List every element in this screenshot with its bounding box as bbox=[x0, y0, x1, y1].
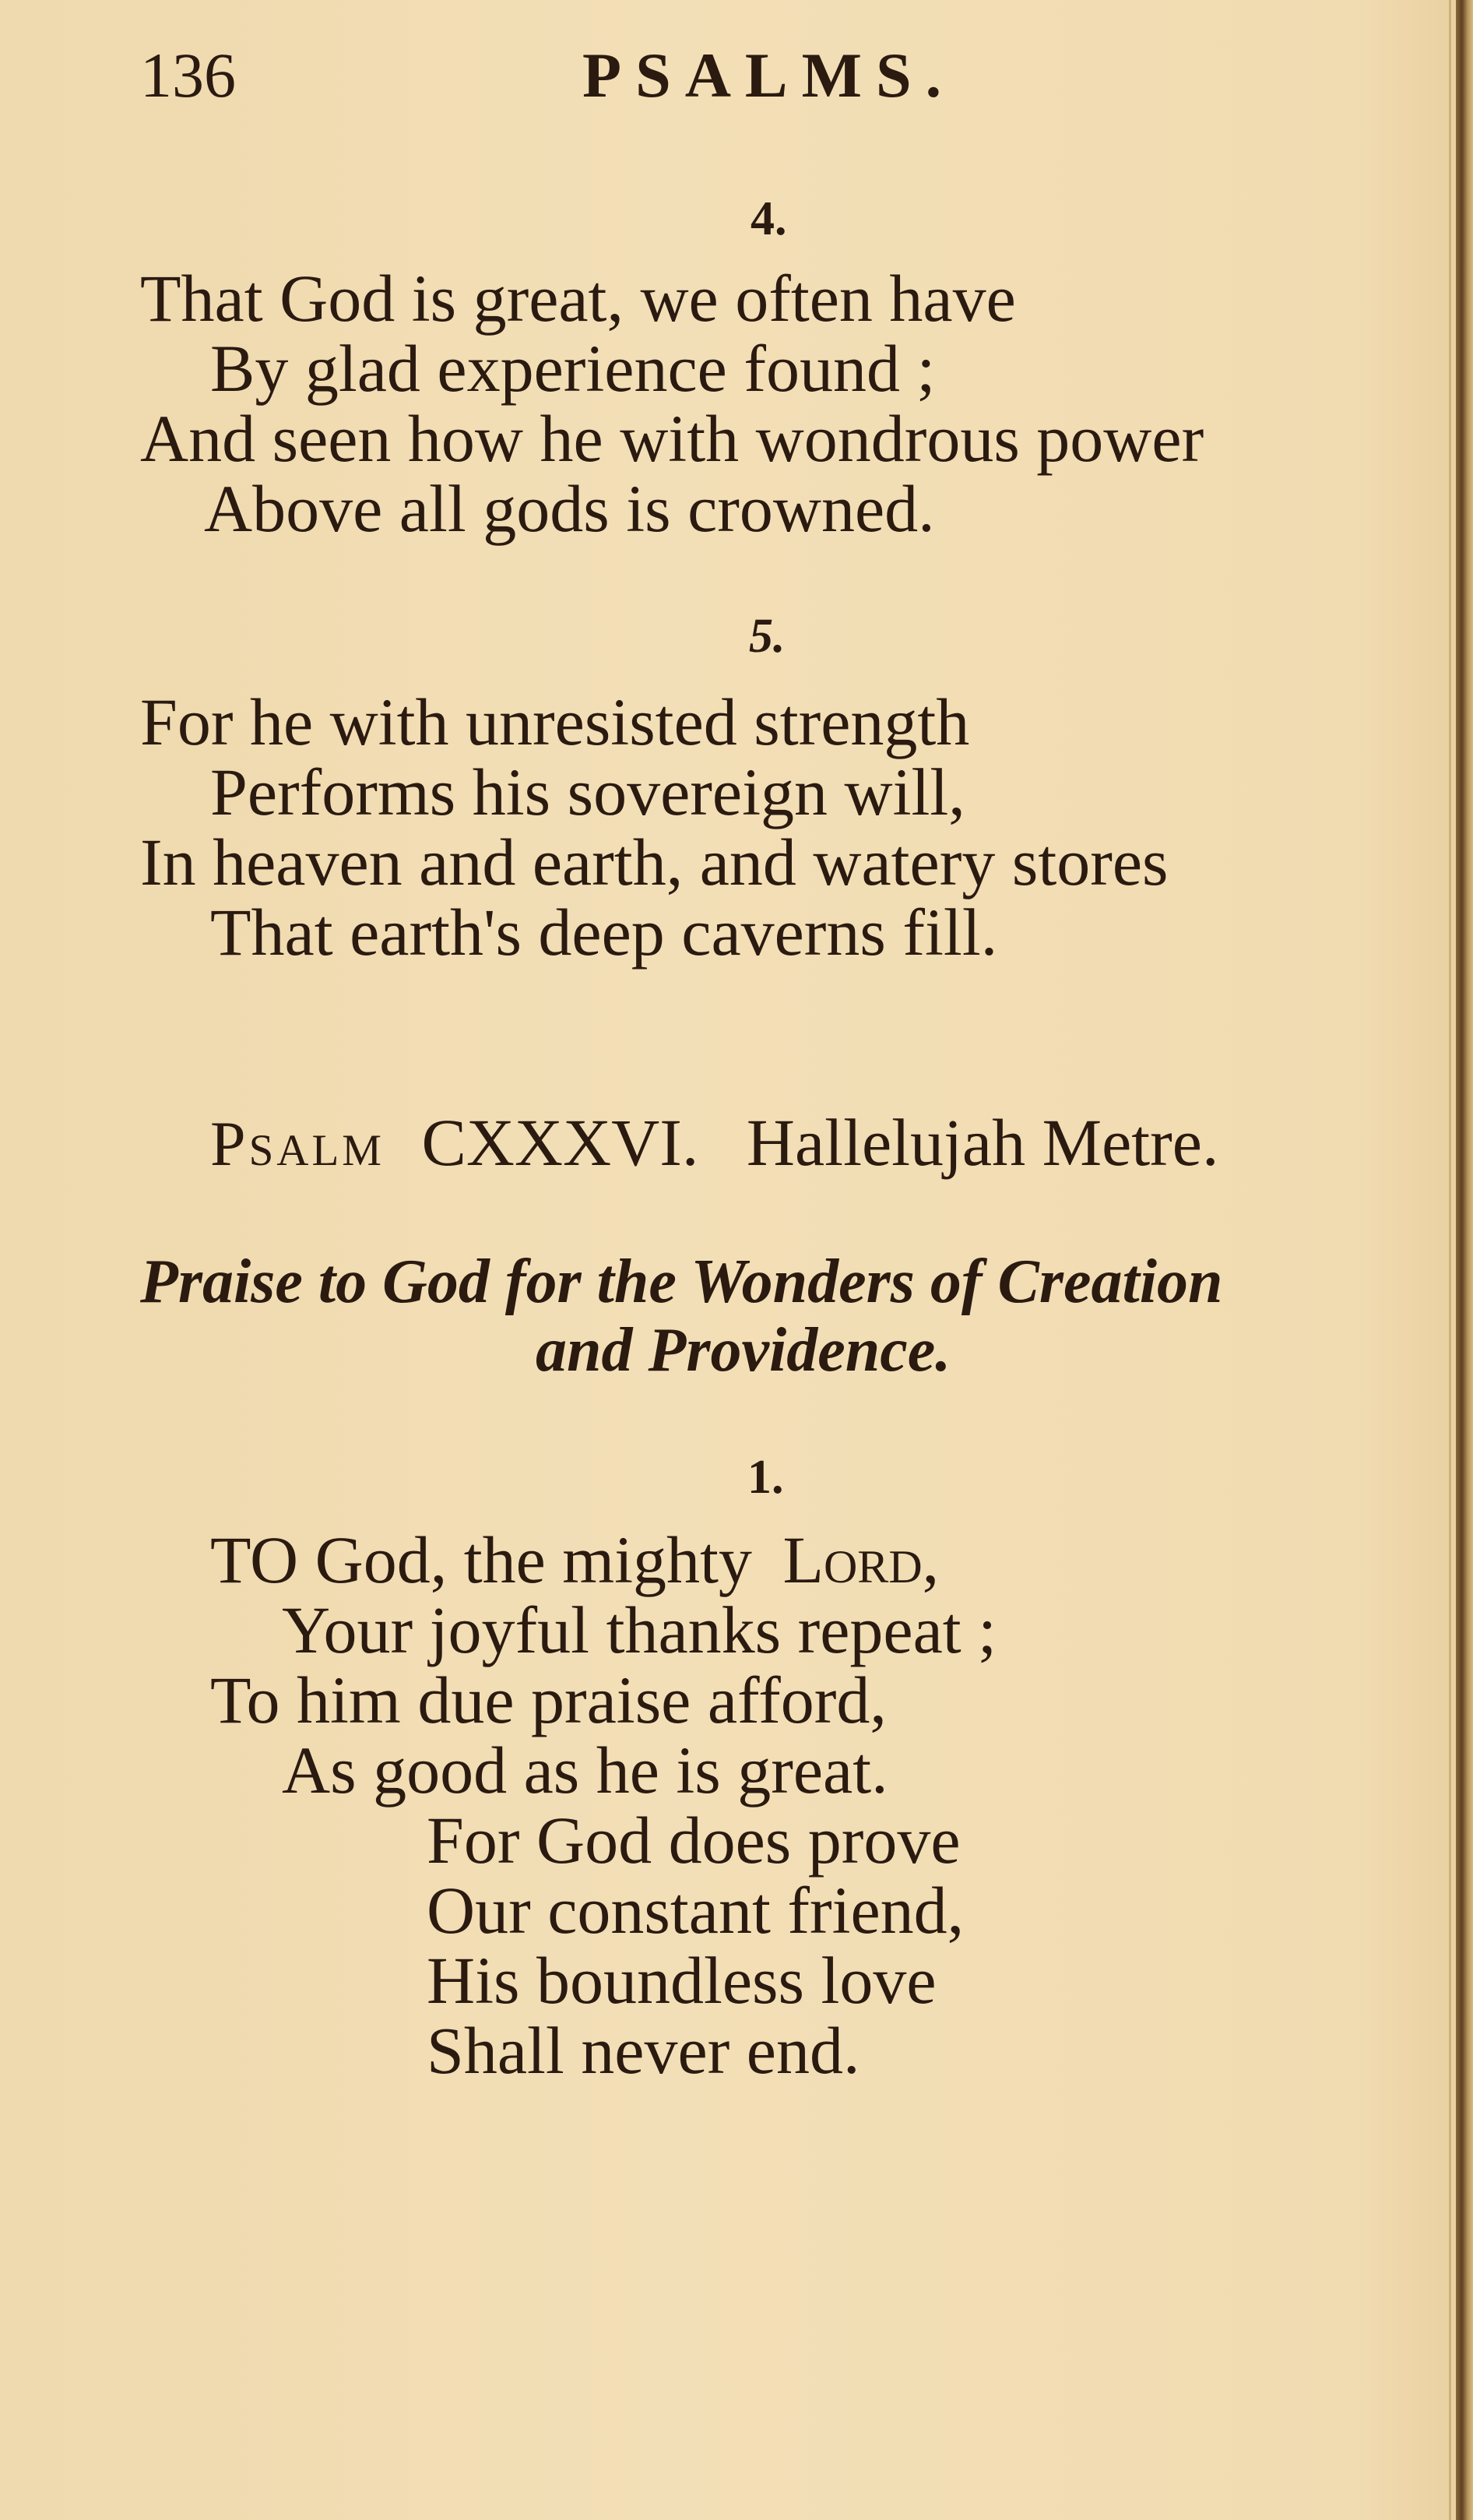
subtitle-line: Praise to God for the Wonders of Creation bbox=[140, 1248, 1223, 1316]
verse-line: By glad experience found ; bbox=[210, 331, 936, 406]
verse-line: Our constant friend, bbox=[427, 1873, 965, 1948]
verse-line: Your joyful thanks repeat ; bbox=[282, 1593, 997, 1667]
subtitle-line: and Providence. bbox=[536, 1316, 951, 1385]
verse-line: His boundless love bbox=[427, 1943, 937, 2018]
verse-line: In heaven and earth, and watery stores bbox=[140, 825, 1169, 899]
verse-line: Above all gods is crowned. bbox=[204, 471, 935, 546]
page-edge-shadow bbox=[1449, 0, 1451, 2520]
running-title: PSALMS. bbox=[582, 40, 956, 111]
lord-small-caps: Lord, bbox=[782, 1522, 940, 1597]
verse-line: To him due praise afford, bbox=[210, 1663, 887, 1737]
page-number: 136 bbox=[140, 40, 236, 111]
verse-line: That God is great, we often have bbox=[140, 261, 1016, 336]
book-spine-edge bbox=[1456, 0, 1473, 2520]
verse-line bbox=[210, 1522, 940, 1597]
verse-line: For God does prove bbox=[427, 1803, 961, 1878]
stanza-number: 1. bbox=[747, 1451, 784, 1504]
verse-line: For he with unresisted strength bbox=[140, 685, 970, 759]
psalm-heading bbox=[210, 1105, 1219, 1180]
psalm-word: Psalm bbox=[210, 1108, 385, 1179]
stanza-number: 5. bbox=[749, 610, 786, 663]
verse-line: Shall never end. bbox=[427, 2013, 860, 2088]
psalm-metre: Hallelujah Metre. bbox=[746, 1105, 1219, 1180]
verse-line: Performs his sovereign will, bbox=[210, 755, 965, 829]
psalm-number: CXXXVI. bbox=[421, 1105, 699, 1180]
verse-line: And seen how he with wondrous power bbox=[140, 401, 1204, 476]
stanza-number: 4. bbox=[751, 192, 787, 245]
verse-text: TO God, the mighty bbox=[210, 1522, 752, 1597]
verse-line: As good as he is great. bbox=[282, 1733, 888, 1807]
verse-line: That earth's deep caverns fill. bbox=[210, 895, 998, 970]
